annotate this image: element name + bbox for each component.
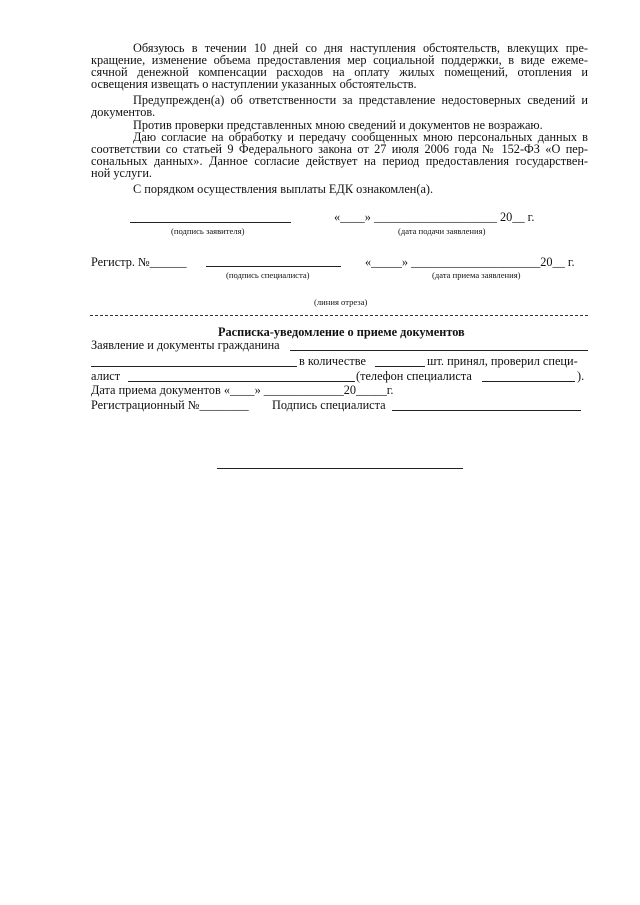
registration-number-field: Регистр. №______ xyxy=(91,255,187,269)
receipt-line-1-label: Заявление и документы гражданина xyxy=(91,338,280,352)
paragraph-1-line-2: кращение, изменение объема предоставления мер социальной поддержки, в виде ежеме- xyxy=(91,53,588,67)
acceptance-date-caption: (дата приема заявления) xyxy=(432,270,521,280)
specialist-phone-close: ). xyxy=(577,369,585,383)
bottom-separator-line xyxy=(217,468,463,469)
paragraph-3: Против проверки представленных мною сведений и документов не возражаю. xyxy=(133,118,543,132)
paragraph-4-line-3: сональных данных». Данное согласие действует на период предоставления государствен- xyxy=(91,154,588,168)
paragraph-2-line-1: Предупрежден(а) об ответственности за представление недостоверных сведений и xyxy=(133,93,588,107)
specialist-phone-label: (телефон специалиста xyxy=(356,369,472,383)
applicant-signature-caption: (подпись заявителя) xyxy=(171,226,245,236)
receipt-title: Расписка-уведомление о приеме документов xyxy=(218,325,465,339)
accepted-text: шт. принял, проверил специ- xyxy=(427,354,578,368)
citizen-name-line-2 xyxy=(91,366,297,367)
paragraph-4-line-4: ной услуги. xyxy=(91,166,152,180)
paragraph-1-line-1: Обязуюсь в течении 10 дней со дня наступления обстоятельств, влекущих пре- xyxy=(133,41,588,55)
specialist-name-line xyxy=(128,381,355,382)
quantity-label: в количестве xyxy=(299,354,366,368)
cut-line xyxy=(90,315,588,316)
quantity-line xyxy=(375,366,425,367)
application-date-field: «____» ____________________ 20__ г. xyxy=(334,210,535,224)
receipt-date-field: Дата приема документов «____» _____________20_____г. xyxy=(91,383,394,397)
paragraph-2-line-2: документов. xyxy=(91,105,156,119)
specialist-signature-caption: (подпись специалиста) xyxy=(226,270,310,280)
receipt-signature-line xyxy=(392,410,581,411)
application-date-caption: (дата подачи заявления) xyxy=(398,226,486,236)
specialist-signature-label: Подпись специалиста xyxy=(272,398,386,412)
applicant-signature-line xyxy=(130,222,291,223)
specialist-phone-line xyxy=(482,381,575,382)
citizen-name-line xyxy=(290,350,588,351)
specialist-label: алист xyxy=(91,369,121,383)
specialist-signature-line xyxy=(206,266,341,267)
paragraph-1-line-3: сячной денежной компенсации расходов на оплату жилых помещений, отопления и xyxy=(91,65,588,79)
receipt-registration-number: Регистрационный №________ xyxy=(91,398,249,412)
acceptance-date-field: «_____» _____________________20__ г. xyxy=(365,255,575,269)
paragraph-4-line-2: соответствии со статьей 9 Федерального закона от 27 июля 2006 года № 152-ФЗ «О пер- xyxy=(91,142,588,156)
cut-line-label: (линия отреза) xyxy=(314,297,368,307)
paragraph-1-line-4: освещения извещать о наступлении указанных обстоятельств. xyxy=(91,77,417,91)
paragraph-4-line-1: Даю согласие на обработку и передачу сообщенных мною персональных данных в xyxy=(133,130,588,144)
paragraph-5: С порядком осуществления выплаты ЕДК ознакомлен(а). xyxy=(133,182,434,196)
